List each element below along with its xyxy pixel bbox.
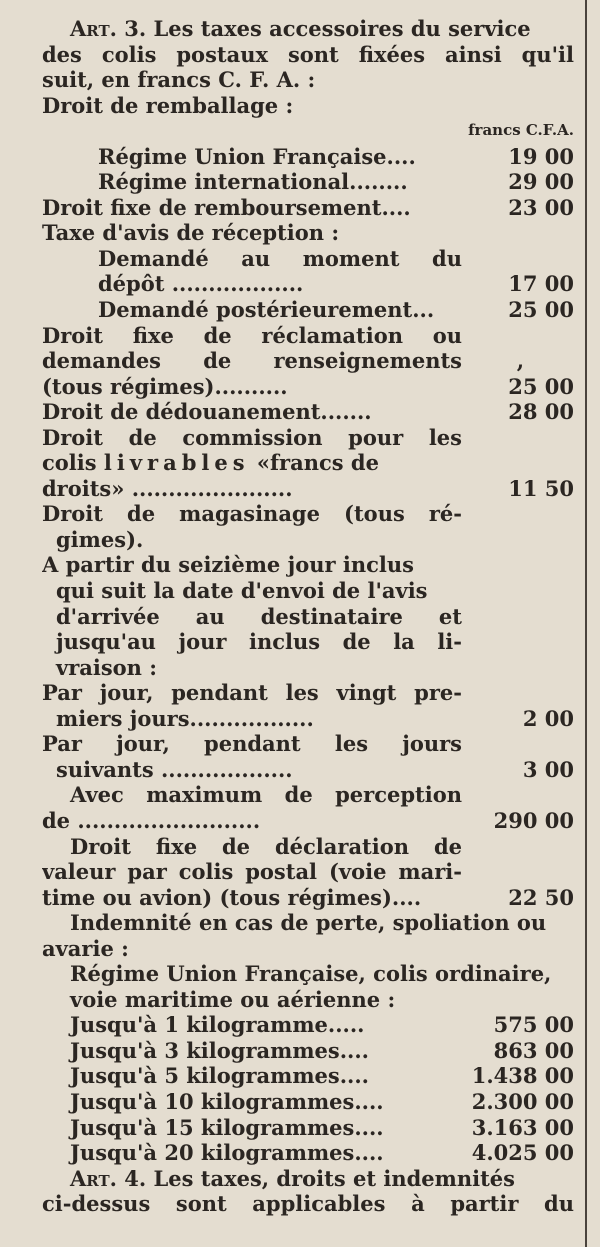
row-text: avarie : <box>42 935 129 961</box>
row-amount: 4.025 00 <box>471 1140 574 1166</box>
row-text: jusqu'au jour inclus de la li- <box>56 629 462 655</box>
row-amount: 1.438 00 <box>471 1063 574 1089</box>
row-19 <box>42 604 574 630</box>
row-33 <box>42 961 574 987</box>
art4-label: Art. 4. <box>70 1165 147 1191</box>
row-24 <box>42 731 574 757</box>
row-text: Droit fixe de réclamation ou <box>42 322 462 348</box>
row-text: d'arrivée au destinataire et <box>56 603 462 629</box>
unit-header: francs C.F.A. <box>468 121 574 140</box>
row-text: Jusqu'à 3 kilogrammes.... <box>70 1037 369 1063</box>
row-0 <box>42 93 574 119</box>
row-amount: 17 00 <box>508 271 574 297</box>
row-18 <box>42 578 574 604</box>
art3-text-2: des colis postaux sont fixées ainsi qu'il <box>42 41 574 67</box>
row-37 <box>42 1063 574 1089</box>
row-text: (tous régimes).......... <box>42 373 288 399</box>
art3-text-3: suit, en francs C. F. A. : <box>42 67 316 93</box>
row-text: droits» ...................... <box>42 475 293 501</box>
row-text: vraison : <box>56 654 158 680</box>
row-35 <box>42 1012 574 1038</box>
row-23 <box>42 706 574 732</box>
row-text: Régime Union Française.... <box>98 143 416 169</box>
row-amount: , <box>516 348 524 374</box>
row-text: Régime Union Française, colis ordinaire, <box>70 961 552 987</box>
column-rule <box>585 0 587 1247</box>
row-amount: 23 00 <box>508 194 574 220</box>
row-amount: 22 50 <box>508 884 574 910</box>
row-text: Droit de remballage : <box>42 92 294 118</box>
row-25 <box>42 757 574 783</box>
row-text: A partir du seizième jour inclus <box>42 552 414 578</box>
row-32 <box>42 936 574 962</box>
row-8 <box>42 323 574 349</box>
row-text: Droit fixe de remboursement.... <box>42 194 411 220</box>
art3-line-1 <box>42 16 574 42</box>
row-10 <box>42 374 574 400</box>
row-2 <box>42 169 574 195</box>
row-text: Demandé au moment du <box>98 245 462 271</box>
row-amount: 3.163 00 <box>471 1114 574 1140</box>
row-7 <box>42 297 574 323</box>
row-amount: 25 00 <box>508 373 574 399</box>
row-text: qui suit la date d'envoi de l'avis <box>56 578 428 604</box>
row-22 <box>42 680 574 706</box>
row-text: Régime international........ <box>98 169 408 195</box>
row-amount: 19 00 <box>508 143 574 169</box>
row-26 <box>42 782 574 808</box>
art3-label: Art. 3. <box>70 16 147 41</box>
row-34 <box>42 987 574 1013</box>
row-text: Taxe d'avis de réception : <box>42 220 340 246</box>
row-39 <box>42 1115 574 1141</box>
row-21 <box>42 655 574 681</box>
art4-text-1: Les taxes, droits et indemnités <box>153 1165 515 1191</box>
row-text: Jusqu'à 15 kilogrammes.... <box>70 1114 384 1140</box>
row-amount: 575 00 <box>493 1012 574 1038</box>
row-text: Droit de dédouanement....... <box>42 399 372 425</box>
row-3 <box>42 195 574 221</box>
row-13 <box>42 450 574 476</box>
row-text: Jusqu'à 10 kilogrammes.... <box>70 1088 384 1114</box>
row-17 <box>42 552 574 578</box>
row-12 <box>42 425 574 451</box>
row-4 <box>42 220 574 246</box>
row-30 <box>42 885 574 911</box>
row-amount: 3 00 <box>522 756 574 782</box>
row-amount: 25 00 <box>508 297 574 323</box>
row-29 <box>42 859 574 885</box>
row-11 <box>42 399 574 425</box>
art3-line-2 <box>42 42 574 68</box>
row-text: Droit de magasinage (tous ré- <box>42 501 462 527</box>
row-text: gimes). <box>56 526 144 552</box>
row-text: voie maritime ou aérienne : <box>70 986 396 1012</box>
row-27 <box>42 808 574 834</box>
row-amount: 29 00 <box>508 169 574 195</box>
text-column <box>42 16 574 1217</box>
art4-line-1 <box>42 1166 574 1192</box>
row-9 <box>42 348 574 374</box>
row-14 <box>42 476 574 502</box>
row-36 <box>42 1038 574 1064</box>
row-text: Demandé postérieurement... <box>98 297 435 323</box>
row-6 <box>42 271 574 297</box>
row-text: Droit de commission pour les <box>42 424 462 450</box>
art3-line-3 <box>42 67 574 93</box>
row-text: Jusqu'à 20 kilogrammes.... <box>70 1140 384 1166</box>
row-text: suivants .................. <box>56 756 293 782</box>
row-38 <box>42 1089 574 1115</box>
row-text: Par jour, pendant les jours <box>42 731 462 757</box>
row-text: Droit fixe de déclaration de <box>70 833 462 859</box>
row-31 <box>42 910 574 936</box>
row-15 <box>42 501 574 527</box>
art3-text-1: Les taxes accessoires du service <box>153 16 531 41</box>
row-text: de ......................... <box>42 807 261 833</box>
row-text: Jusqu'à 1 kilogramme..... <box>70 1012 365 1038</box>
row-amount: 11 50 <box>508 475 574 501</box>
row-1 <box>42 144 574 170</box>
row-amount: 290 00 <box>493 807 574 833</box>
row-amount: 2 00 <box>522 705 574 731</box>
row-text-a: colis <box>42 450 104 476</box>
row-amount: 28 00 <box>508 399 574 425</box>
row-20 <box>42 629 574 655</box>
row-text: dépôt .................. <box>98 271 304 297</box>
row-text: Indemnité en cas de perte, spoliation ou <box>70 910 547 936</box>
art4-text-2: ci-dessus sont applicables à partir du <box>42 1191 574 1217</box>
row-28 <box>42 834 574 860</box>
row-text: Avec maximum de perception <box>70 782 462 808</box>
row-5 <box>42 246 574 272</box>
row-amount: 2.300 00 <box>471 1088 574 1114</box>
row-text-b: livrables <box>103 450 250 476</box>
row-text: demandes de renseignements <box>42 348 462 374</box>
row-text: time ou avion) (tous régimes).... <box>42 884 422 910</box>
row-text: Jusqu'à 5 kilogrammes.... <box>70 1063 369 1089</box>
art4-line-2 <box>42 1191 574 1217</box>
row-16 <box>42 527 574 553</box>
row-40 <box>42 1140 574 1166</box>
row-amount: 863 00 <box>493 1037 574 1063</box>
row-text-c: «francs de <box>249 450 379 476</box>
row-text: miers jours................. <box>56 705 314 731</box>
row-text: valeur par colis postal (voie mari- <box>42 859 462 885</box>
row-text: Par jour, pendant les vingt pre- <box>42 680 462 706</box>
